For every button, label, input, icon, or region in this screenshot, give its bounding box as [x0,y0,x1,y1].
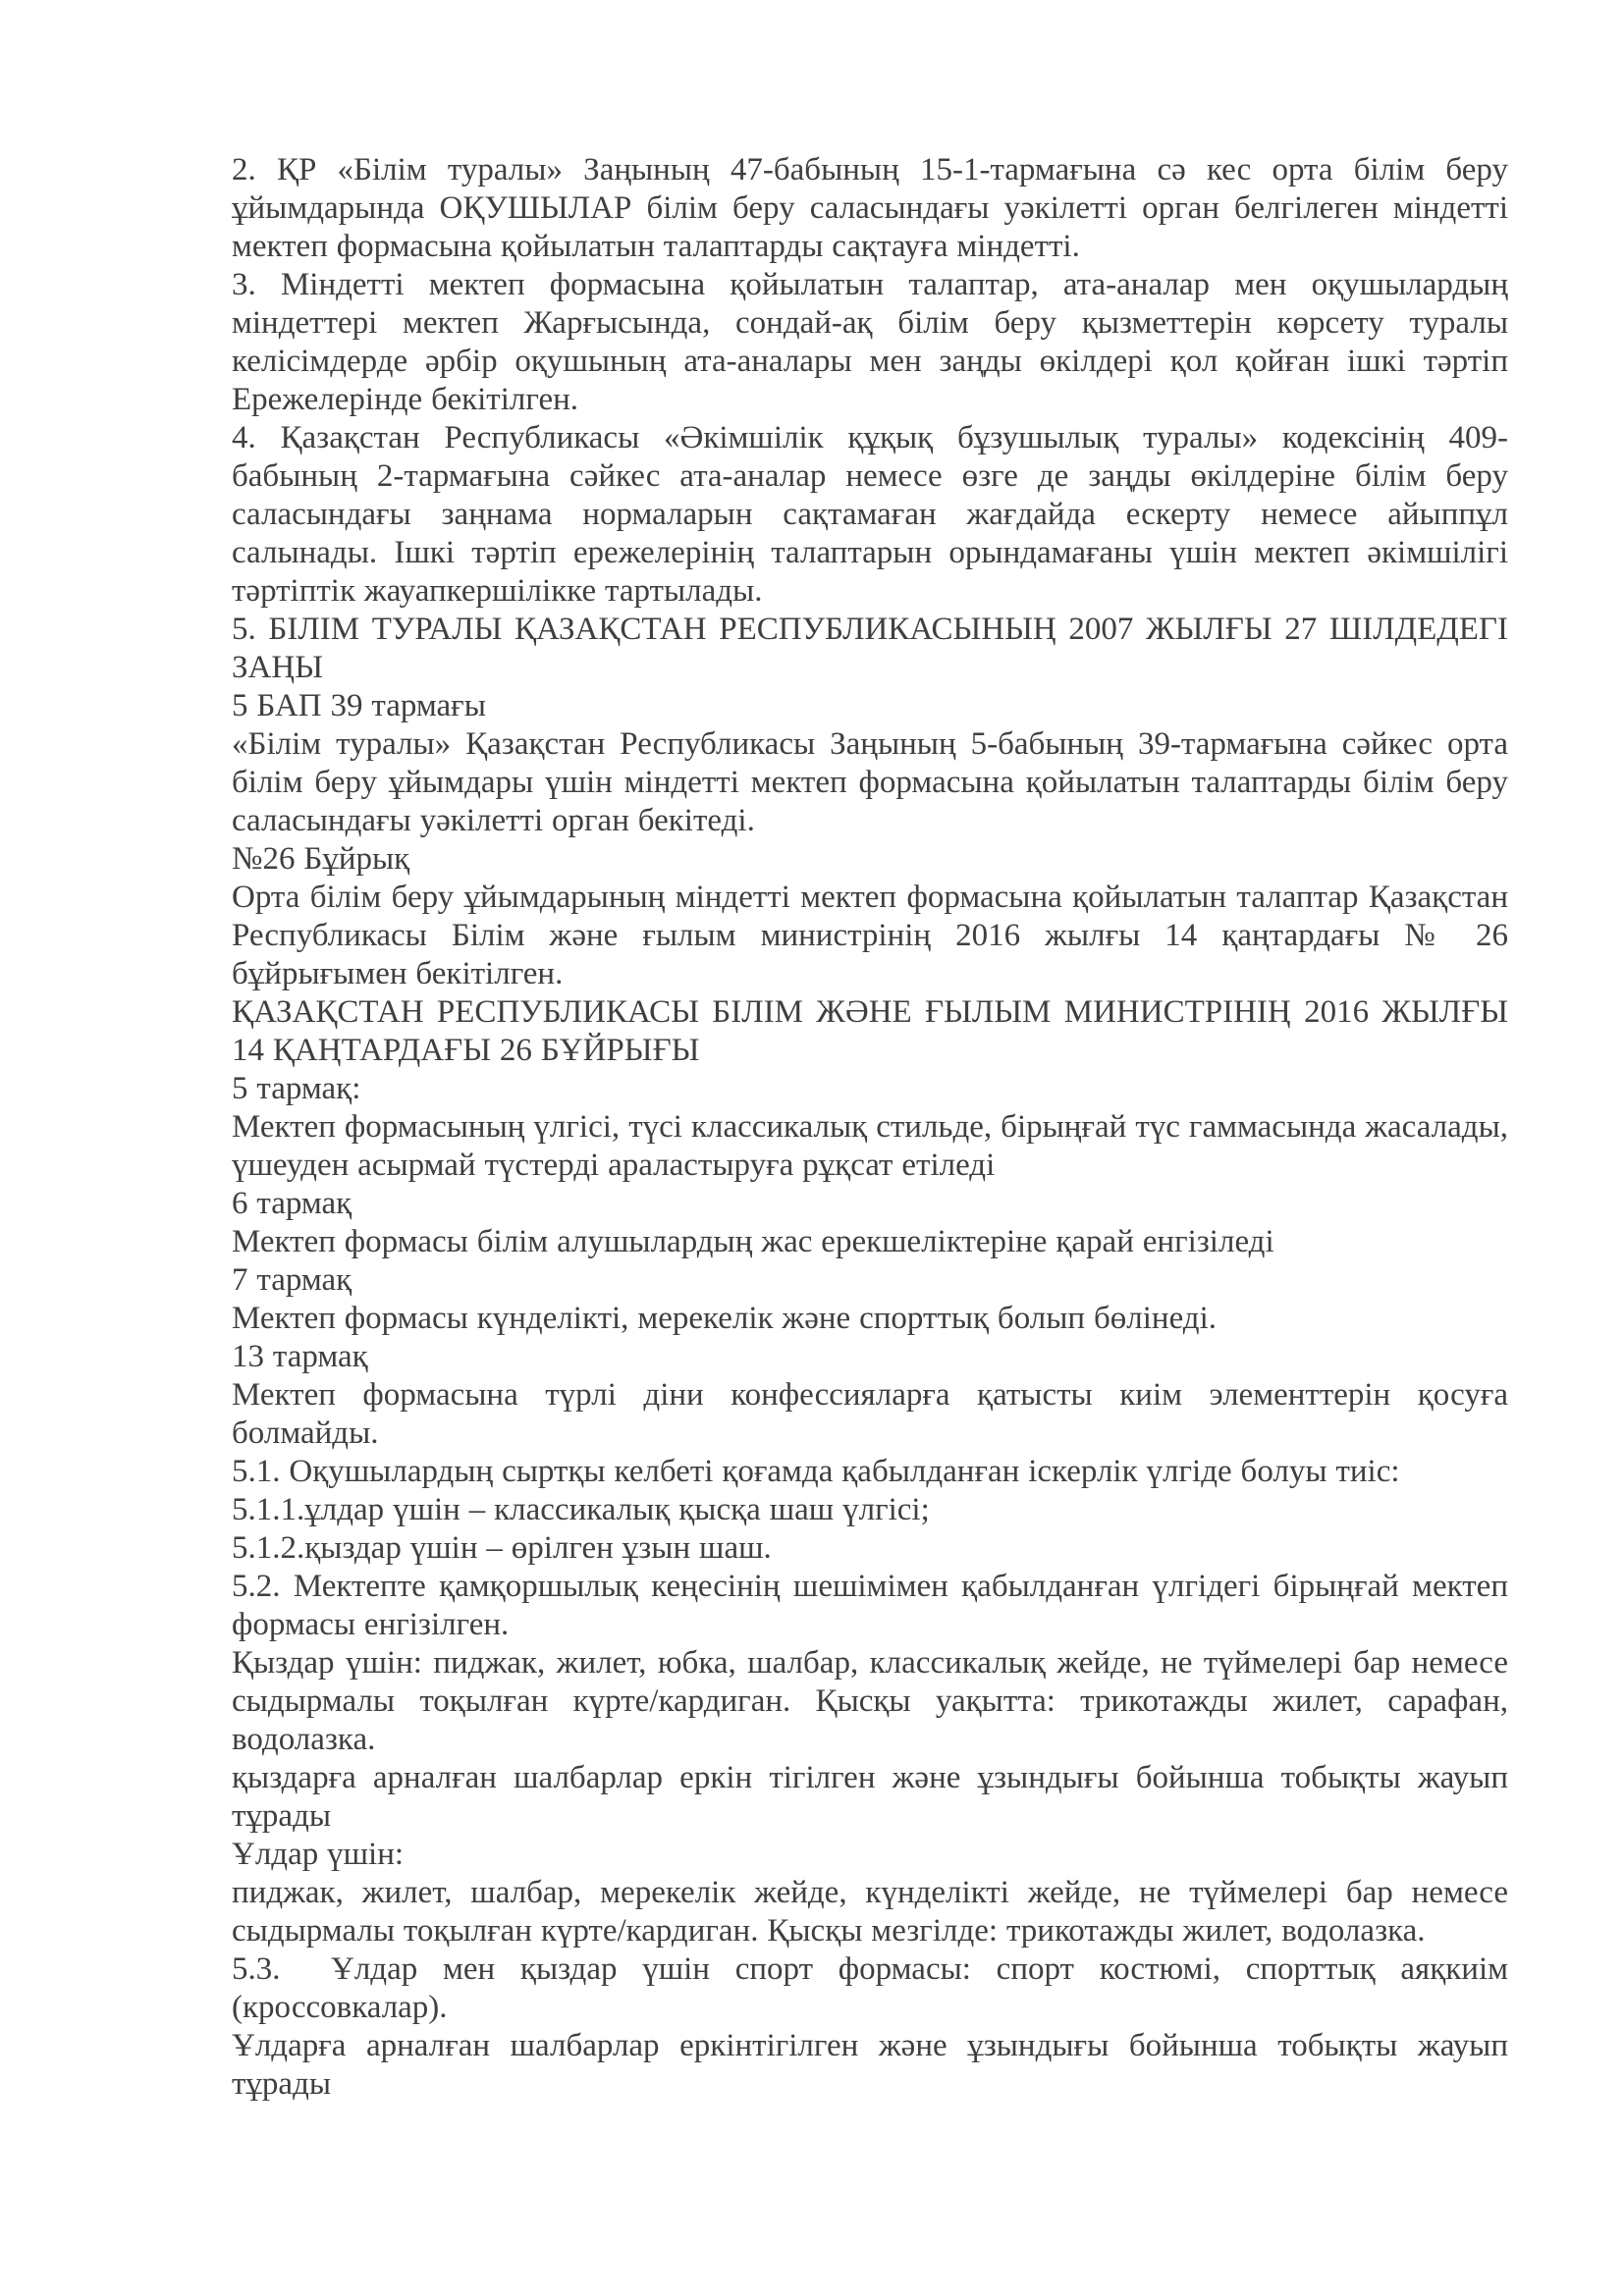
paragraph: Қыздар үшін: пиджак, жилет, юбка, шалбар, классикалық жейде, не түймелері бар немесе сыдырмалы тоқылған күрте/кардиган. Қысқы уақытта: трикотажды жилет, сарафан, водолазка. [232,1645,1508,1757]
paragraph: «Білім туралы» Қазақстан Республикасы Заңының 5-бабының 39-тармағына сәйкес орта білім беру ұйымдары үшін міндетті мектеп формасына қойылатын талаптарды білім беру саласындағы уәкілетті орган бекітеді. [232,726,1508,838]
paragraph: 5.1. Оқушылардың сыртқы келбеті қоғамда қабылданған іскерлік үлгіде болуы тиіс: [232,1454,1400,1489]
paragraph: Мектеп формасының үлгісі, түсі классикалық стильде, бірыңғай түс гаммасында жасалады, үшеуден асырмай түстерді араластыруға рұқсат етіледі [232,1109,1508,1183]
paragraph: №26 Бұйрық [232,841,410,877]
paragraph: 5.1.1.ұлдар үшін – классикалық қысқа шаш үлгісі; [232,1492,930,1527]
paragraph: 5. БІЛІМ ТУРАЛЫ ҚАЗАҚСТАН РЕСПУБЛИКАСЫНЫҢ 2007 ЖЫЛҒЫ 27 ШІЛДЕДЕГІ ЗАҢЫ [232,612,1508,685]
paragraph: 4. Қазақстан Республикасы «Әкімшілік құқық бұзушылық туралы» кодексінің 409-бабының 2-тармағына сәйкес ата-аналар немесе өзге де заңды өкілдеріне білім беру саласындағы заңнама нормаларын сақтамаған жағдайда ескерту немесе айыппұл салынады. Ішкі тәртіп ережелерінің талаптарын орындамағаны үшін мектеп әкімшілігі тәртіптік жауапкершілікке тартылады. [232,420,1508,609]
paragraph: 13 тармақ [232,1339,368,1374]
paragraph: 5 тармақ: [232,1071,361,1106]
paragraph: 3. Міндетті мектеп формасына қойылатын талаптар, ата-аналар мен оқушылардың міндеттері мектеп Жарғысында, сондай-ақ білім беру қызметтерін көрсету туралы келісімдерде әрбір оқушының ата-аналары мен заңды өкілдері қол қойған ішкі тәртіп Ережелерінде бекітілген. [232,267,1508,417]
paragraph: қыздарға арналған шалбарлар еркін тігілген және ұзындығы бойынша тобықты жауып тұрады [232,1760,1508,1834]
paragraph: Орта білім беру ұйымдарының міндетті мектеп формасына қойылатын талаптар Қазақстан Республикасы Білім және ғылым министрінің 2016 жылғы 14 қаңтардағы № 26 бұйрығымен бекітілген. [232,880,1508,991]
paragraph: Мектеп формасына түрлі діни конфессияларға қатысты киім элементтерін қосуға болмайды. [232,1377,1508,1451]
paragraph: 5.1.2.қыздар үшін – өрілген ұзын шаш. [232,1530,772,1566]
paragraph: пиджак, жилет, шалбар, мерекелік жейде, күнделікті жейде, не түймелері бар немесе сыдырмалы тоқылған күрте/кардиган. Қысқы мезгілде: трикотажды жилет, водолазка. [232,1875,1508,1949]
paragraph: 6 тармақ [232,1186,352,1221]
paragraph: Мектеп формасы білім алушылардың жас ерекшеліктеріне қарай енгізіледі [232,1224,1274,1259]
paragraph: Ұлдар үшін: [232,1837,405,1872]
paragraph: Мектеп формасы күнделікті, мерекелік және спорттық болып бөлінеді. [232,1301,1217,1336]
paragraph: Ұлдарға арналған шалбарлар еркінтігілген және ұзындығы бойынша тобықты жауып тұрады [232,2028,1508,2102]
paragraph: 2. ҚР «Білім туралы» Заңының 47-бабының 15-1-тармағына сә кес орта білім беру ұйымдарында ОҚУШЫЛАР білім беру саласындағы уәкілетті орган белгілеген міндетті мектеп формасына қойылатын талаптарды сақтауға міндетті. [232,152,1508,264]
paragraph: 7 тармақ [232,1262,352,1298]
paragraph: ҚАЗАҚСТАН РЕСПУБЛИКАСЫ БІЛІМ ЖӘНЕ ҒЫЛЫМ МИНИСТРІНІҢ 2016 ЖЫЛҒЫ 14 ҚАҢТАРДАҒЫ 26 БҰЙРЫҒЫ [232,994,1508,1068]
paragraph: 5 БАП 39 тармағы [232,688,486,723]
paragraph: 5.2. Мектепте қамқоршылық кеңесінің шешімімен қабылданған үлгідегі бірыңғай мектеп формасы енгізілген. [232,1569,1508,1642]
document-body [232,151,1508,2104]
paragraph: 5.3. Ұлдар мен қыздар үшін спорт формасы: спорт костюмі, спорттық аяқкиім (кроссовкалар). [232,1951,1508,2025]
